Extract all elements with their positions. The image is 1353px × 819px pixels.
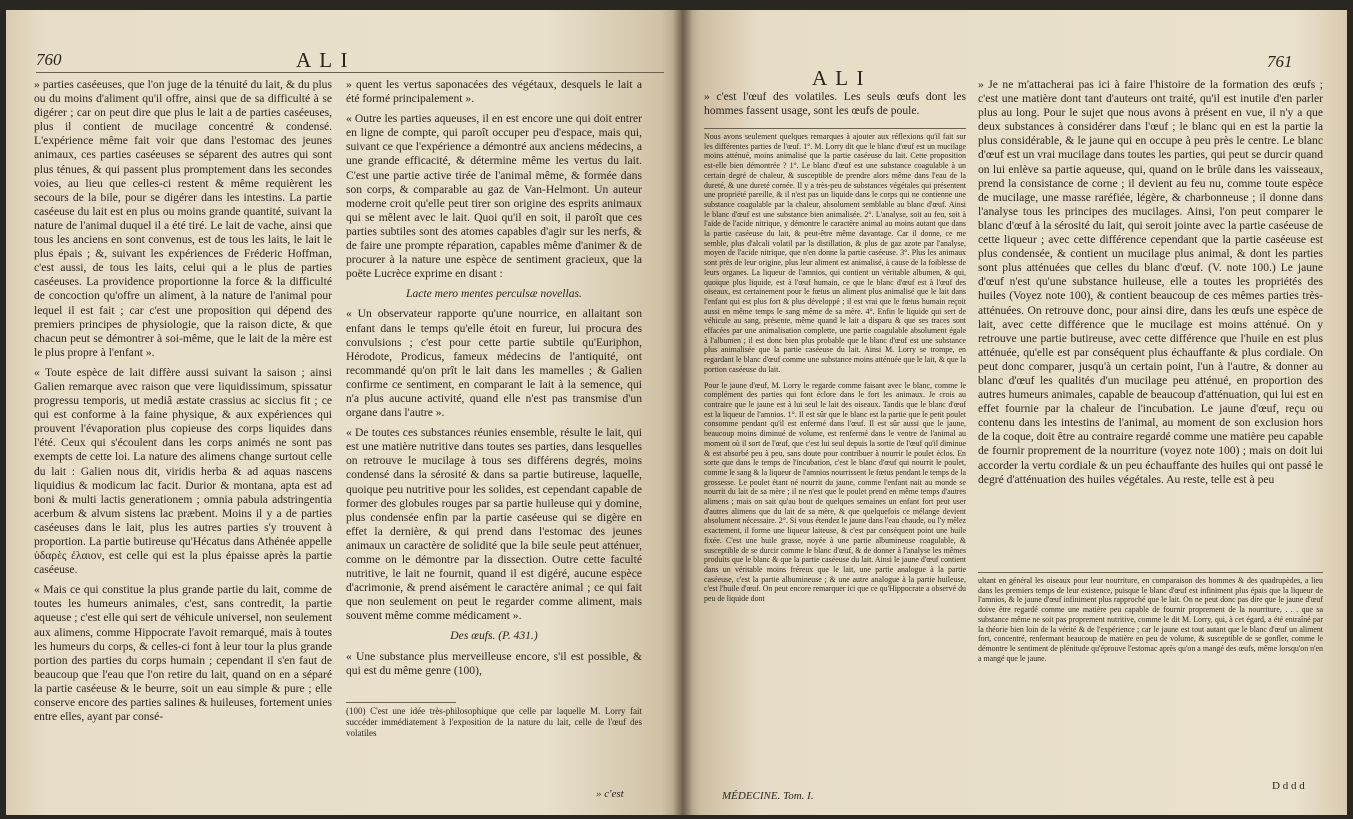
paragraph: » parties caséeuses, que l'on juge de la ténuité du lait, & du plus ou du moins d'aliment qu'il offre, ainsi que de sa difficulté à se digérer ; car on peut dire que plus le lait a de parties caséeuses, plus il contient de mucilage concentré & condensé. L'expérience même fait voir que dans l'estomac des jeunes animaux, ces parties caséeuses se séparent des autres qui sont plus ténues, & qui passent plus promptement dans les secondes voies, au lieu que celles-ci restent & même requièrent les secours de la bile, pour se digérer dans les intestins. La partie caséeuse du lait est en plus ou moins grande quantité, suivant la nature de l'animal duquel il a été tiré. Le lait de vache, ainsi que tous les anciens en sont convenus, est de tous les laits, le lait le plus épais ; &, suivant les expériences de Fréderic Hoffman, c'est aussi, de tous les laits, celui qui a le plus de parties caséeuses. La providence proportionne la force & la difficulté de concoction qu'offre un aliment, à la nature de l'animal pour lequel il est fait ; car c'est une proposition qui dépend des premiers principes de physiologie, que la raison dicte, & que chacun peut se démontrer à soi-même, que le lait de la mère est le plus propre à l'enfant ». xyxy=(34,78,332,359)
notes-rule xyxy=(978,572,1323,573)
book-spine xyxy=(673,10,693,815)
text-column-right xyxy=(346,78,642,698)
running-header: A L I xyxy=(296,48,350,72)
paragraph: « Outre les parties aqueuses, il en est encore une qui doit entrer en ligne de compte, qui paroît occuper peu d'espace, mais qui, suivant ce que l'expérience a démontré aux anciens médecins, a une grande efficacité, & détermine même les vertus du lait. C'est une partie active tirée de l'animal même, & formée dans son corps, & comparable au gaz de Van-Helmont. Un auteur moderne croit qu'elle peut tirer son origine des esprits animaux qui se mêlent avec le lait. Quoi qu'il en soit, il paroît que ces parties subtiles sont des atomes capables d'agir sur les nerfs, & de faire une prompte réparation, capables même d'animer & de procurer à la nature une espèce de sentiment gracieux, que la poëte Lucrèce exprime en disant : xyxy=(346,112,642,281)
section-heading: Des œufs. (P. 431.) xyxy=(450,629,538,643)
footnote: (100) C'est une idée très-philosophique que celle par laquelle M. Lorry fait succéder immédiatement à l'exposition de la nature du lait, celle de l'œuf des volatiles xyxy=(346,706,642,738)
paragraph: « Un observateur rapporte qu'une nourrice, en allaitant son enfant dans le temps qu'elle étoit en fureur, lui procura des convulsions ; c'est pour cette partie subtile qu'Euriphon, Hérodote, Prodicus, fameux médecins de l'antiquité, ont recommandé qu'on prît le lait dans les mamelles ; & Galien confirme ce sentiment, en comparant le lait à la semence, qui n'a plus aucune activité, quand elle n'est pas transmise d'un organe dans l'autre ». xyxy=(346,307,642,420)
footnote-rule xyxy=(346,702,456,703)
paragraph: « Une substance plus merveilleuse encore, s'il est possible, & qui est du même genre (100), xyxy=(346,649,642,677)
notes-column xyxy=(704,132,966,792)
text-column-left xyxy=(34,78,332,808)
page-number: 760 xyxy=(36,50,62,69)
notes-column: ultant en général les oiseaux pour leur nourriture, en comparaison des hommes & des quadrupèdes, a lieu dans les premiers temps de leur existence, puisque le blanc d'œuf est infiniment plus épais que la liqueur de l'amnios, & le jaune d'œuf infiniment plus rapproché que le lait. On ne peut donc pas dire que le jaune d'œuf doive être regardé comme une matière peu capable de fournir proprement de la nourriture, . . . que sa substance même ne soit pas proprement nutritive, comme le dit M. Lorry, qui, à cet égard, a été entraîné par la théorie bien loin de la vérité & de l'expérience ; car le jaune est tout autant que le blanc d'œuf un aliment fort, concentré, renfermant beaucoup de matière en peu de volume, & susceptible de se gonfler, comme le démontre le sentiment de plénitude qu'éprouve l'estomac après qu'on a mangé des œufs, même lorsqu'on n'en a mangé que le jaune. xyxy=(978,576,1323,663)
paragraph: « Mais ce qui constitue la plus grande partie du lait, comme de toutes les humeurs animales, c'est, sans contredit, la partie aqueuse ; c'est elle qui sert de véhicule universel, non seulement aux alimens, comme Hippocrate l'avoit remarqué, mais à toutes les humeurs du corps, & celles-ci font à leur tour la plus grande portion des parties du corps humain ; cependant il s'en faut de beaucoup que l'eau que l'on retire du lait, quand on en a séparé la partie caséeuse & le beurre, soit un eau simple & pure ; elle conserve encore des parties salines & huileuses, fortement unies entre elles, ayant par consé- xyxy=(34,583,332,724)
signature-mark: D d d d xyxy=(1272,780,1305,792)
signature-mark: MÉDECINE. Tom. I. xyxy=(722,790,814,802)
text-column-right xyxy=(978,78,1323,570)
note-paragraph: Pour le jaune d'œuf, M. Lorry le regarde comme faisant avec le blanc, comme le complément des parties qui font éclore dans le fort les animaux. Je crois au contraire que le jaune est à lui seul le lait des oiseaux. Tandis que le blanc d'œuf est la liqueur de l'amnios. 1°. Il est sûr que le blanc est la partie que le petit poulet consomme pendant qu'il est enfermé dans l'œuf. Il est sûr aussi que le jaune, beaucoup moins diminué de volume, est renfermé dans le ventre de l'animal au moment où il sort de l'œuf, que c'est lui seul depuis la sortie de l'œuf qu'il diminue & est absorbé peu à peu, sans doute pour contribuer à nourrir le poulet éclos. En sorte que dans le temps de l'incubation, c'est le blanc d'œuf qui nourrit le poulet, comme le sang & la liqueur de l'amnios nourrissent le fœtus pendant le temps de la grossesse. Le poulet étant né nourrit du jaune, comme l'enfant nait au monde se nourrit du lait de sa mère ; il ne n'est que le poulet prend en même temps d'autres alimens ; mais on sait qu'au bout de quelques semaines un enfant fort peut user d'autres alimens que du lait de sa mère, & que quelquefois ce mélange devient absolument nécessaire. 2°. Si vous étendez le jaune dans l'eau chaude, ou l'y mêlez exactement, il forme une liqueur laiteuse, & c'est par conséquent point une huile fixée. C'est une huile grasse, noyée à une partie albumineuse coagulable, & susceptible de se durcir comme le blanc d'œuf, & de donner à l'analyse les mêmes produits que le blanc & que la partie caséeuse du lait. Ainsi le jaune d'œuf contient dans un véritable moins fréreux que le lait, une partie analogue à la partie caséeuse, c'est la partie albumineuse ; & une autre analogue à la partie huileuse, c'est l'huile d'œuf. On peut encore remarquer ici que ce qu'Hippocrate a observé du peu de liquide dont xyxy=(704,380,966,604)
left-page xyxy=(6,10,682,815)
paragraph: « De toutes ces substances réunies ensemble, résulte le lait, qui est une matière nutritive dans toutes ses parties, dans lesquelles on retrouve le mucilage à tous ses différens degrés, moins condensé dans la sérosité & dans sa partie butireuse, laquelle, quoique peu nutritive pour les solides, est cependant capable de former des globules rouges par sa partie huileuse qui y domine, plus condensée enfin par la partie caséeuse qui se digère en effet la dernière, & qui prend dans l'estomac des jeunes animaux un caractère de solidité que la bile seule peut atténuer, comme on le démontre par la dissection. Outre cette faculté nutritive, le lait ne fournit, quand il est digéré, aucune espèce d'acrimonie, & prend aisément le caractère animal ; ce qui fait que non seulement on peut le regarder comme aliment, mais souvent même comme médicament ». xyxy=(346,426,642,623)
page-number: 761 xyxy=(1267,52,1293,71)
paragraph: » Je ne m'attacherai pas ici à faire l'histoire de la formation des œufs ; c'est une matière dont tant d'auteurs ont traité, qu'il est inutile d'en parler plus au long. Pour le sujet que nous avons à présent en vue, il n'y a que deux substances à considérer dans l'œuf ; le blanc qui en est la partie la plus considérable, & le jaune qui en occupe à peu près le centre. Le blanc d'œuf est un vrai mucilage dans toutes les parties, qui peut se durcir quand on lui enlève sa partie aqueuse, qui, quand on le brûle dans les vaisseaux, prend la consistance de corne ; il devient au feu nu, comme toute espèce de mucilage, une masse raréfiée, légère, & charbonneuse ; il donne dans l'analyse tous les principes des mucilages. Ainsi, l'on peut comparer le blanc d'œuf à la sérosité du lait, qui seroit jointe avec la partie caséeuse de cette liqueur ; avec cette différence cependant que la partie caséeuse est plus condensée, & contient un mucilage plus animal, & dont les parties sont plus atténuées que celles du blanc d'œuf. (V. note 100.) Le jaune d'œuf n'est qu'une substance huileuse, elle a toutes les propriétés des huiles (Voyez note 100), & contient beaucoup de ces mêmes parties très-atténuées. On retrouve donc, pour ainsi dire, dans les œufs une espèce de lait, avec cette différence que le mucilage est moins atténué. On y retrouve une partie butireuse, avec cette différence que l'huile en est plus atténuée, qu'elle est par conséquent plus échauffante & plus cordiale. On peut donc comparer, jusqu'à un certain point, l'un à l'autre, & donner au blanc d'œuf les qualités d'un mucilage peu atténué, en proportion des autres humeurs animales, capable de beaucoup d'atténuation, qui lui est en effet fournie par la chaleur de l'incubation. Le jaune d'œuf, reçu ou contenu dans les intestins de l'animal, au moment de son exclusion hors de la coque, doit être au contraire regardé comme une matière peu capable de fournir proprement de la nourriture (voyez note 100) ; mais on doit lui accorder la vertu cordiale & un peu échauffante des huiles qui ont passé le degré d'atténuation des huiles végétales. Au reste, telle est à peu xyxy=(978,78,1323,486)
notes-rule xyxy=(704,128,966,129)
paragraph: « Toute espèce de lait diffère aussi suivant la saison ; ainsi Galien remarque avec raison que vere liquidissimum, spissatur progressu temporis, ut mediâ æstate crassius ac siccius fit ; ce qui est conforme à la faine physique, & aux expériences qui prouvent l'évaporation plus copieuse des corps liquides dans l'été. Ceux qui s'écoulent dans les corps animés ne sont pas exempts de cette loi. La nature des alimens change surtout celle du lait : Galien nous dit, viridis herba & ad aquas nascens liquidius & modicum lac facit. Durior & montana, apta est ad boni & multi lactis generationem ; omnia pabula adstringentia acerbum & alvum sistens lac præbent. Moins il y a de parties caséeuses dans le lait, plus les autres parties s'y trouvent à proportion. La partie butireuse qu'Hécatus dans Athénée appelle ὑδαρὲς ἐλαιον, est celle qui est la plus épaisse après la partie caséeuse. xyxy=(34,365,332,577)
catchword: » c'est xyxy=(596,788,624,800)
running-header: A L I xyxy=(812,66,866,90)
header-rule xyxy=(36,72,664,73)
paragraph: » c'est l'œuf des volatiles. Les seuls œufs dont les hommes fassent usage, sont les œufs de poule. xyxy=(704,90,966,118)
right-page xyxy=(682,10,1347,815)
verse-quote: Lacte mero mentes perculsæ novellas. xyxy=(406,287,582,301)
paragraph: » quent les vertus saponacées des végétaux, desquels le lait a été formé principalement ». xyxy=(346,78,642,106)
note-paragraph: Nous avons seulement quelques remarques à ajouter aux réflexions qu'il fait sur les différentes parties de l'œuf. 1°. M. Lorry dit que le blanc d'œuf est un mucilage moins atténué, moins animalisé que la partie caséeuse du lait. Cette proposition est-elle bien démontrée ? 1°. Le blanc d'œuf est une substance coagulable à un certain degré de chaleur, & susceptible de prendre alors même dans l'eau de la dureté, & une dureté cornée. Il y a très-peu de substances végétales qui présentent une propriété pareille, & il n'est pas un liquide dans le corps qui ne contienne une substance coagulable par la chaleur, absolument semblable au blanc d'œuf. Ainsi le blanc d'œuf est une substance bien animalisée. 2°. L'analyse, soit au feu, soit à l'aide de l'acide nitrique, y démontre le caractère animal au moins autant que dans la partie caséeuse du lait, & peut-être même davantage. Car il donne, ce me semble, plus d'alcali volatil par la distillation, & plus de gaz azote par l'analyse, moyen de l'acide nitrique, que n'en donne la partie caséeuse. 3°. Plus les animaux sont près de leur origine, plus leur aliment est animalisé, à cause de la foiblesse de leurs organes. La liqueur de l'amnios, qui contient un véritable albumen, & qui, quoique plus liquide, est à l'œuf humain, ce que le blanc d'œuf est à l'œuf des oiseaux, est certainement pour le fœtus un aliment plus animalisé que le lait dans l'enfant qui est plus fort & plus développé ; il est vrai que le fœtus humain reçoit aussi en même temps le sang même de sa mère. 4°. Enfin le liquide qui sert de véhicule au sang, présente, même quand le lait a disparu & que ses traces sont effacées par une animalisation complette, une partie coagulable absolument égale à l'albumen ; il est donc bien plus probable que le blanc d'œuf est une substance plus animalisée que la partie caséeuse du lait. Ainsi M. Lorry se trompe, en regardant le blanc d'œuf comme une substance moins atténuée que le lait, & que la portion caséeuse du lait. xyxy=(704,132,966,374)
open-book xyxy=(6,10,1347,815)
